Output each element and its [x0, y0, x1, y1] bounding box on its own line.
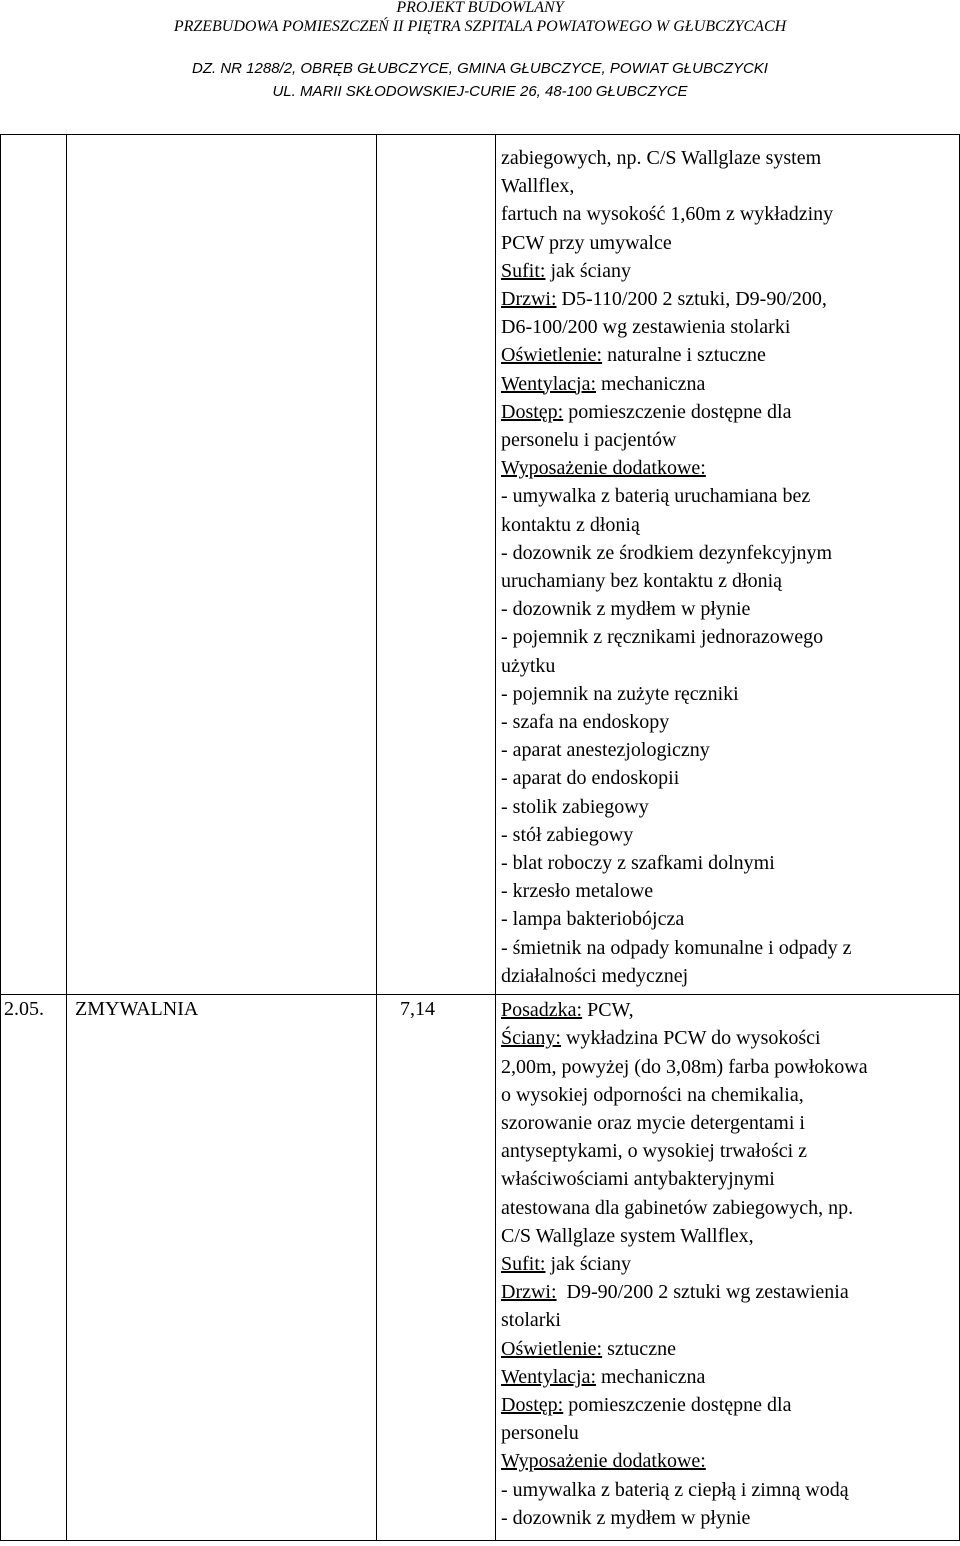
room-name-cell: [67, 135, 377, 995]
walls-spec-line: C/S Wallglaze system Wallflex,: [501, 1224, 754, 1247]
walls-value: wykładzina PCW do wysokości: [561, 1027, 821, 1050]
equipment-label: Wyposażenie dodatkowe:: [501, 457, 706, 480]
ceiling-label: Sufit:: [501, 259, 546, 282]
equipment-item: uruchamiany bez kontaktu z dłonią: [501, 570, 783, 593]
ventilation-spec: [501, 1363, 957, 1391]
table-row: [1, 135, 960, 995]
equipment-item: użytku: [501, 654, 556, 677]
lighting-value: naturalne i sztuczne: [602, 344, 766, 367]
doors-value: D5-110/200 2 sztuki, D9-90/200,: [556, 288, 827, 311]
header-plot-info: DZ. NR 1288/2, OBRĘB GŁUBCZYCE, GMINA GŁUBCZYCE, POWIAT GŁUBCZYCKI: [192, 60, 768, 77]
doors-value: D9-90/200 2 sztuki wg zestawienia: [556, 1281, 849, 1304]
ceiling-value: jak ściany: [545, 1252, 631, 1275]
ceiling-value: jak ściany: [545, 259, 631, 282]
ventilation-value: mechaniczna: [596, 1365, 706, 1388]
equipment-item: - stół zabiegowy: [501, 823, 634, 846]
header-project-type: PROJEKT BUDOWLANY: [396, 0, 564, 16]
equipment-item: - aparat anestezjologiczny: [501, 739, 710, 762]
floor-value: PCW,: [582, 999, 634, 1022]
equipment-item: - stolik zabiegowy: [501, 795, 649, 818]
equipment-spec: [501, 454, 957, 482]
doors-spec: [501, 285, 957, 313]
ventilation-label: Wentylacja:: [501, 372, 597, 395]
ceiling-spec: [501, 257, 957, 285]
lighting-label: Oświetlenie:: [501, 1337, 603, 1360]
equipment-item: - dozownik z mydłem w płynie: [501, 598, 751, 621]
room-specification-table: [0, 134, 960, 1541]
description-line: PCW przy umywalce: [501, 231, 672, 254]
room-name-cell: ZMYWALNIA: [67, 995, 377, 1541]
walls-spec-line: właściwościami antybakteryjnymi: [501, 1168, 775, 1191]
access-spec-cont: personelu i pacjentów: [501, 429, 677, 452]
equipment-item: - dozownik ze środkiem dezynfekcyjnym: [501, 541, 833, 564]
ceiling-label: Sufit:: [501, 1252, 546, 1275]
ventilation-label: Wentylacja:: [501, 1365, 597, 1388]
equipment-item: - krzesło metalowe: [501, 880, 654, 903]
lighting-value: sztuczne: [602, 1337, 676, 1360]
access-value: pomieszczenie dostępne dla: [563, 1393, 792, 1416]
doors-spec-cont: stolarki: [501, 1309, 561, 1332]
equipment-item: - pojemnik na zużyte ręczniki: [501, 682, 739, 705]
lighting-label: Oświetlenie:: [501, 344, 603, 367]
equipment-item: - umywalka z baterią z ciepłą i zimną wodą: [501, 1478, 849, 1501]
equipment-item: - szafa na endoskopy: [501, 711, 670, 734]
walls-spec-line: antyseptykami, o wysokiej trwałości z: [501, 1140, 808, 1163]
doors-label: Drzwi:: [501, 288, 557, 311]
walls-spec: [501, 1024, 957, 1052]
walls-spec-line: o wysokiej odporności na chemikalia,: [501, 1083, 804, 1106]
room-number-cell: 2.05.: [1, 995, 67, 1541]
equipment-item: - umywalka z baterią uruchamiana bez: [501, 485, 811, 508]
access-spec: [501, 1391, 957, 1419]
description-line: Wallflex,: [501, 175, 575, 198]
equipment-item: kontaktu z dłonią: [501, 513, 640, 536]
access-value: pomieszczenie dostępne dla: [563, 400, 792, 423]
room-description-cell: [496, 135, 960, 995]
description-line: zabiegowych, np. C/S Wallglaze system: [501, 147, 822, 169]
table-row: [1, 995, 960, 1541]
access-spec-cont: personelu: [501, 1422, 579, 1445]
header-address: UL. MARII SKŁODOWSKIEJ-CURIE 26, 48-100 GŁUBCZYCE: [272, 83, 688, 100]
doors-label: Drzwi:: [501, 1281, 557, 1304]
doors-spec: [501, 1278, 957, 1306]
equipment-item: - lampa bakteriobójcza: [501, 908, 685, 931]
walls-label: Ściany:: [501, 1027, 561, 1050]
room-number-cell: [1, 135, 67, 995]
walls-spec-line: atestowana dla gabinetów zabiegowych, np.: [501, 1196, 854, 1219]
lighting-spec: [501, 1335, 957, 1363]
equipment-item: - śmietnik na odpady komunalne i odpady z: [501, 936, 852, 959]
description-line: fartuch na wysokość 1,60m z wykładziny: [501, 203, 834, 226]
equipment-item: - pojemnik z ręcznikami jednorazowego: [501, 626, 824, 649]
access-label: Dostęp:: [501, 400, 564, 423]
room-area-cell: 7,14: [377, 995, 496, 1541]
walls-spec-line: szorowanie oraz mycie detergentami i: [501, 1111, 805, 1134]
ventilation-spec: [501, 370, 957, 398]
floor-label: Posadzka:: [501, 999, 583, 1022]
equipment-item: - dozownik z mydłem w płynie: [501, 1506, 751, 1529]
equipment-label: Wyposażenie dodatkowe:: [501, 1450, 706, 1473]
equipment-spec: [501, 1447, 957, 1475]
ceiling-spec: [501, 1250, 957, 1278]
room-description-cell: [496, 995, 960, 1541]
access-spec: [501, 398, 957, 426]
walls-spec-line: 2,00m, powyżej (do 3,08m) farba powłokowa: [501, 1055, 868, 1078]
equipment-item: - aparat do endoskopii: [501, 767, 680, 790]
lighting-spec: [501, 341, 957, 369]
equipment-item: - blat roboczy z szafkami dolnymi: [501, 852, 775, 875]
floor-spec: [501, 996, 957, 1024]
doors-spec-cont: D6-100/200 wg zestawienia stolarki: [501, 316, 791, 339]
ventilation-value: mechaniczna: [596, 372, 706, 395]
access-label: Dostęp:: [501, 1393, 564, 1416]
room-area-cell: [377, 135, 496, 995]
equipment-item: działalności medycznej: [501, 964, 689, 987]
header-project-title: PRZEBUDOWA POMIESZCZEŃ II PIĘTRA SZPITALA POWIATOWEGO W GŁUBCZYCACH: [173, 18, 787, 35]
